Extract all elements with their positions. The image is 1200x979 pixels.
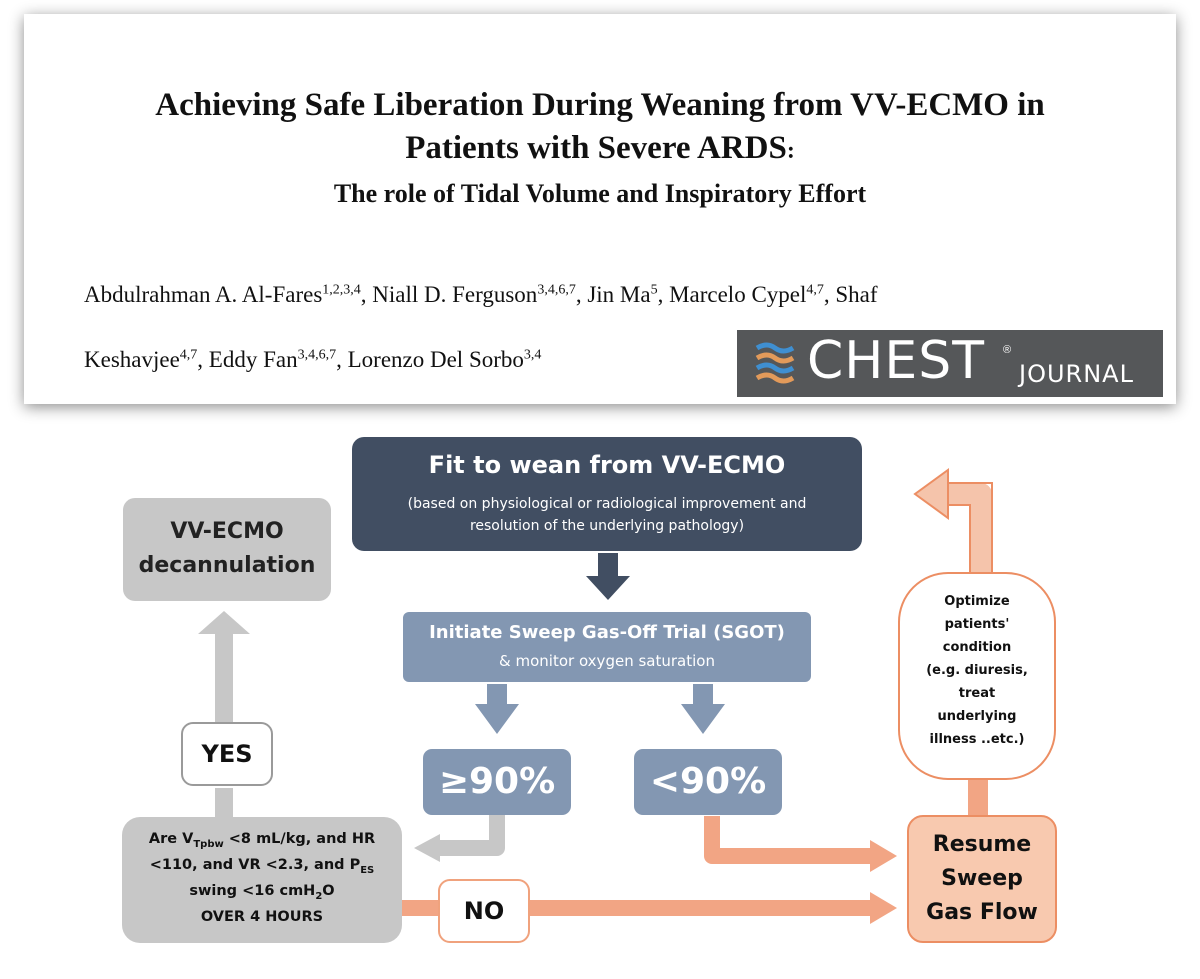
criteria-subscript: ES xyxy=(360,864,375,876)
arrow-yes-to-decannulation xyxy=(198,611,250,722)
optimize-line: illness ..etc.) xyxy=(929,732,1025,747)
arrow-sgot-to-lt90 xyxy=(681,684,725,734)
author: Lorenzo Del Sorbo xyxy=(347,347,524,372)
author-affiliation: 4,7 xyxy=(179,347,198,363)
optimize-condition-box xyxy=(898,572,1056,780)
author-affiliation: 3,4 xyxy=(523,347,542,363)
optimize-line: treat xyxy=(958,686,996,701)
fit-to-wean-box xyxy=(352,437,862,551)
author-affiliation: 1,2,3,4 xyxy=(322,282,361,298)
author-separator: , xyxy=(657,282,670,307)
author-affiliation: 3,4,6,7 xyxy=(297,347,337,363)
paper-subtitle: The role of Tidal Volume and Inspiratory Effort xyxy=(333,179,867,208)
criteria-text: swing <16 cmH xyxy=(189,882,316,899)
fit-to-wean-subtitle-line2: resolution of the underlying pathology) xyxy=(469,518,745,534)
fit-to-wean-subtitle-line1: (based on physiological or radiological improvement and xyxy=(407,496,807,512)
decannulation-line2: decannulation xyxy=(138,553,316,578)
chest-logo-suffix: JOURNAL xyxy=(1019,360,1134,388)
author: Shaf xyxy=(835,282,878,307)
arrow-fit-to-sgot xyxy=(586,553,630,600)
author: Keshavjee xyxy=(84,347,180,372)
arrow-no-to-resume xyxy=(530,900,872,916)
arrow-ge90-to-criteria xyxy=(438,815,497,848)
author: Marcelo Cypel xyxy=(669,282,807,307)
resume-line3: Gas Flow xyxy=(926,900,1038,925)
arrow-sgot-to-ge90 xyxy=(475,684,519,734)
criteria-text: Are V xyxy=(148,831,194,847)
paper-title-line1: Achieving Safe Liberation During Weaning from VV-ECMO in xyxy=(155,87,1045,123)
arrow-lt90-to-resume xyxy=(712,816,872,856)
author-separator: , xyxy=(336,347,348,372)
author-separator: , xyxy=(197,347,209,372)
optimize-line: underlying xyxy=(937,709,1017,724)
sgot-subtitle: & monitor oxygen saturation xyxy=(499,652,715,670)
criteria-line3 xyxy=(122,881,402,907)
optimize-line: condition xyxy=(942,640,1012,655)
sgot-box xyxy=(403,612,811,682)
arrow-resume-to-optimize xyxy=(968,780,988,816)
chest-logo-registered: ® xyxy=(1003,344,1012,356)
arrow-no-to-resume-head xyxy=(870,892,897,924)
fit-to-wean-subtitle xyxy=(352,493,862,537)
paper-title-colon: : xyxy=(786,138,795,164)
criteria-subscript: Tpbw xyxy=(193,838,224,850)
optimize-line: Optimize xyxy=(944,594,1010,609)
author: Abdulrahman A. Al-Fares xyxy=(84,282,323,307)
criteria-line4: OVER 4 HOURS xyxy=(200,908,324,925)
author-separator: , xyxy=(823,282,836,307)
no-label: NO xyxy=(438,879,530,943)
arrow-optimize-to-fit-head xyxy=(915,470,948,518)
fit-to-wean-title: Fit to wean from VV-ECMO xyxy=(428,451,786,479)
criteria-line2 xyxy=(122,855,402,881)
optimize-line: patients' xyxy=(944,617,1010,632)
arrow-lt90-to-resume-head xyxy=(870,840,897,872)
arrow-criteria-to-no xyxy=(402,900,440,916)
optimize-line: (e.g. diuresis, xyxy=(926,663,1028,678)
arrow-criteria-to-yes xyxy=(215,788,233,818)
author: Eddy Fan xyxy=(208,347,298,372)
resume-line2: Sweep xyxy=(941,866,1023,891)
yes-label: YES xyxy=(181,722,273,786)
criteria-text: <8 mL/kg, and HR xyxy=(223,831,376,847)
author: Jin Ma xyxy=(587,282,651,307)
criteria-line1 xyxy=(122,829,402,855)
paper-title-line2-text: Patients with Severe ARDS xyxy=(405,130,787,166)
resume-sweep-box xyxy=(907,815,1057,943)
author-affiliation: 3,4,6,7 xyxy=(537,282,576,298)
chest-logo-word: CHEST xyxy=(807,331,986,391)
arrow-ge90-to-criteria-head xyxy=(414,834,440,862)
criteria-text: O xyxy=(322,882,335,899)
decannulation-line1: VV-ECMO xyxy=(170,519,284,544)
author-separator: , xyxy=(575,282,588,307)
decannulation-box xyxy=(123,498,331,601)
sgot-title: Initiate Sweep Gas-Off Trial (SGOT) xyxy=(429,622,785,643)
author-separator: , xyxy=(360,282,373,307)
resume-line1: Resume xyxy=(932,832,1032,857)
criteria-subscript: 2 xyxy=(315,890,323,902)
saturation-lt90-box: <90% xyxy=(634,749,782,815)
author-affiliation: 5 xyxy=(650,282,658,298)
saturation-ge90-box: ≥90% xyxy=(423,749,571,815)
criteria-text: <110, and VR <2.3, and P xyxy=(149,856,361,873)
criteria-box xyxy=(122,817,402,943)
author: Niall D. Ferguson xyxy=(372,282,538,307)
author-affiliation: 4,7 xyxy=(806,282,824,298)
